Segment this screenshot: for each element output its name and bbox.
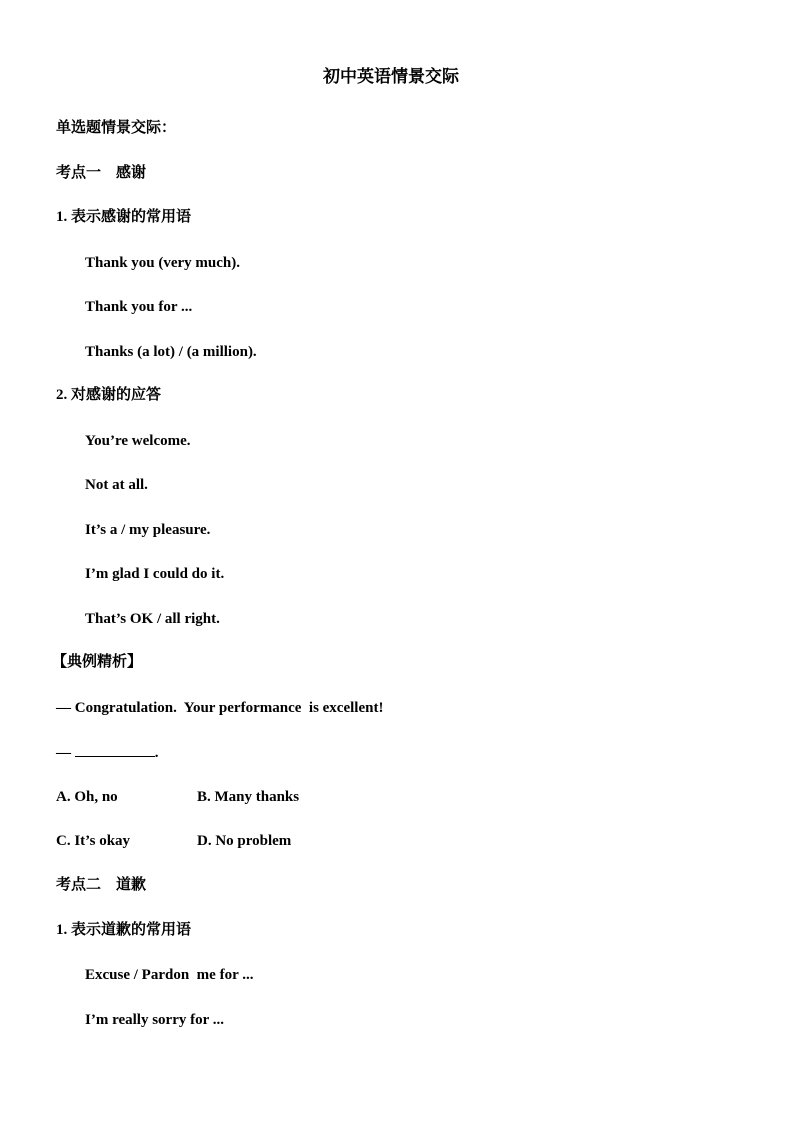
list-item: Not at all. — [85, 477, 148, 493]
list-item: Thank you (very much). — [85, 255, 241, 271]
option-b: B. Many thanks — [197, 789, 300, 805]
list-item: Thank you for ... — [85, 299, 193, 315]
dash: — — [56, 745, 71, 761]
page-title: 初中英语情景交际 — [323, 67, 459, 86]
section-heading: 单选题情景交际： — [56, 120, 177, 136]
option-a: A. Oh, no — [56, 789, 118, 805]
list-item: Excuse / Pardon me for ... — [85, 967, 254, 983]
list-item: Thanks (a lot) / (a million). — [85, 344, 257, 360]
period: . — [154, 745, 159, 761]
option-c: C. It’s okay — [56, 833, 131, 849]
point1-sub1-heading: 1. 表示感谢的常用语 — [56, 209, 192, 225]
point1-sub2-heading: 2. 对感谢的应答 — [56, 387, 162, 403]
example-question: — Congratulation. Your performance is excellent! — [56, 700, 384, 716]
point1-heading: 考点一 感谢 — [56, 165, 147, 181]
example-answer-line — [56, 743, 159, 762]
point2-sub1-heading: 1. 表示道歉的常用语 — [56, 922, 192, 938]
list-item: I’m really sorry for ... — [85, 1012, 224, 1028]
list-item: I’m glad I could do it. — [85, 566, 225, 582]
answer-blank — [75, 743, 155, 757]
example-heading: 【典例精析】 — [52, 654, 143, 670]
list-item: It’s a / my pleasure. — [85, 522, 211, 538]
point2-heading: 考点二 道歉 — [56, 877, 147, 893]
list-item: That’s OK / all right. — [85, 611, 220, 627]
list-item: You’re welcome. — [85, 433, 191, 449]
option-d: D. No problem — [197, 833, 292, 849]
